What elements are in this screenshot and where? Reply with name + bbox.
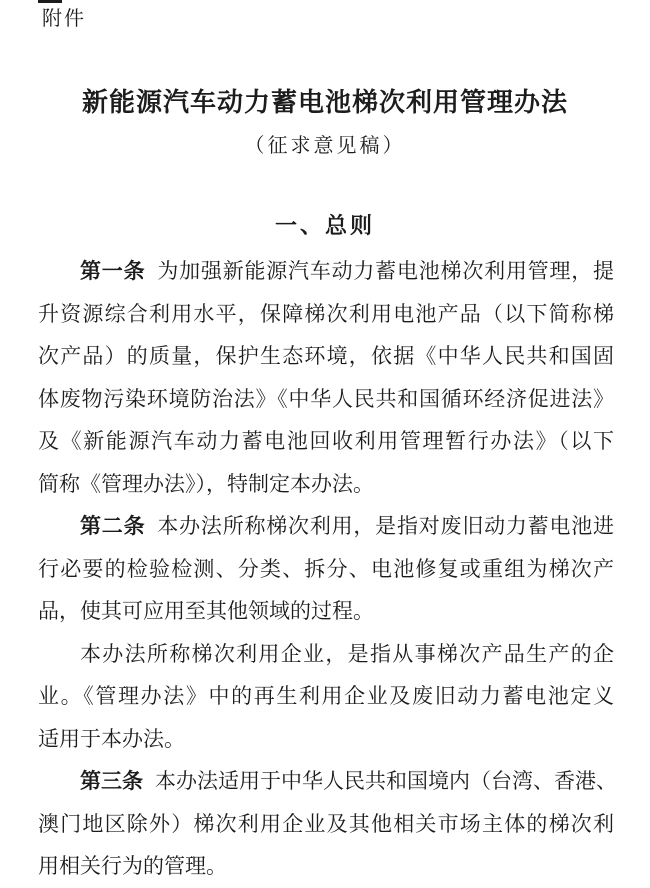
text-line: 业。《管理办法》中的再生利用企业及废旧动力蓄电池定义 — [38, 684, 614, 708]
text-line-content: 本办法适用于中华人民共和国境内（台湾、香港、 — [155, 769, 617, 793]
document-title: 新能源汽车动力蓄电池梯次利用管理办法 — [81, 88, 568, 117]
text-line: 次产品）的质量，保护生态环境，依据《中华人民共和国固 — [38, 344, 614, 368]
text-line-content: 本办法所称梯次利用企业，是指从事梯次产品生产的企 — [80, 641, 614, 666]
attachment-label: 附件 — [42, 8, 86, 30]
text-line: 及《新能源汽车动力蓄电池回收利用管理暂行办法》（以下 — [38, 429, 614, 453]
text-line: 行必要的检验检测、分类、拆分、电池修复或重组为梯次产 — [38, 556, 614, 581]
document-subtitle: （征求意见稿） — [244, 135, 406, 157]
text-line: 简称《管理办法》），特制定本办法。 — [38, 471, 374, 496]
text-line: 升资源综合利用水平，保障梯次利用电池产品（以下简称梯 — [38, 301, 614, 326]
article-3-label: 第三条 — [80, 769, 143, 793]
document-body — [38, 250, 617, 888]
text-line: 用相关行为的管理。 — [38, 854, 227, 878]
text-line: 澳门地区除外）梯次利用企业及其他相关市场主体的梯次利 — [38, 811, 614, 836]
text-line — [38, 250, 614, 293]
text-line — [38, 633, 614, 676]
article-1-label: 第一条 — [80, 259, 146, 283]
text-line — [38, 760, 617, 803]
text-line: 体废物污染环境防治法》《中华人民共和国循环经济促进法》 — [38, 386, 614, 411]
text-line: 品，使其可应用至其他领域的过程。 — [38, 599, 374, 623]
text-line — [38, 505, 614, 548]
text-line-content: 本办法所称梯次利用，是指对废旧动力蓄电池进 — [157, 514, 615, 538]
text-line: 适用于本办法。 — [38, 726, 185, 751]
text-line-content: 为加强新能源汽车动力蓄电池梯次利用管理，提 — [157, 259, 615, 283]
section-heading: 一、总则 — [274, 213, 375, 238]
article-2-label: 第二条 — [80, 514, 146, 538]
scan-artifact — [38, 0, 62, 3]
